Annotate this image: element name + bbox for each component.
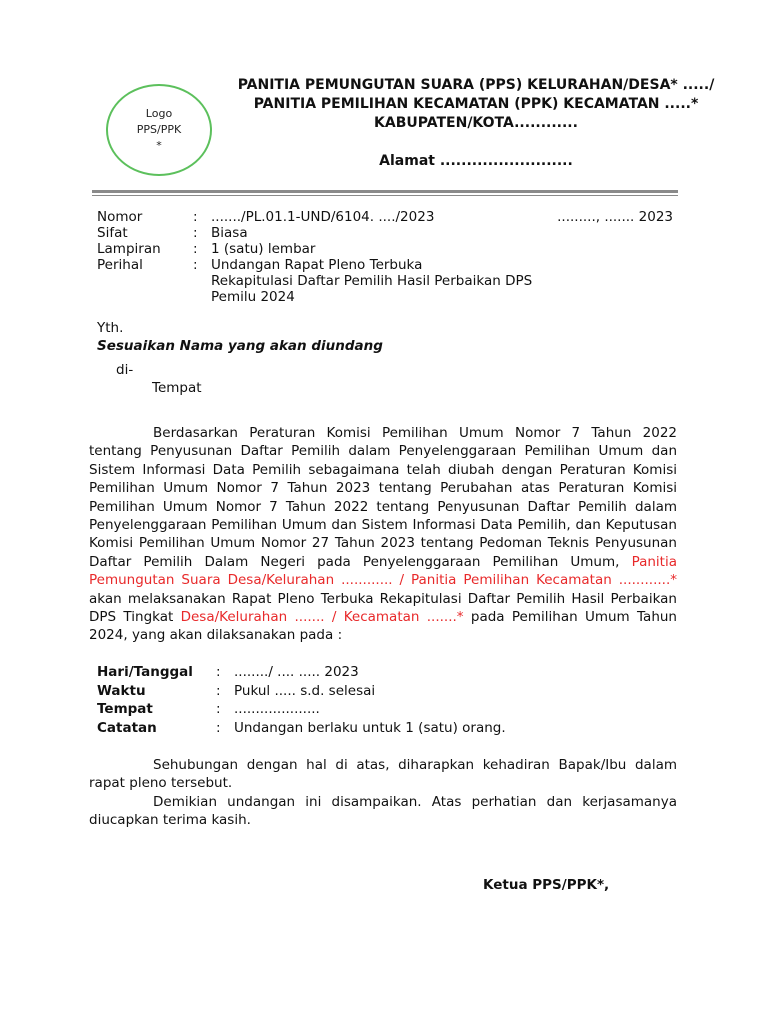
schedule-value: Pukul ..... s.d. selesai: [234, 682, 376, 699]
schedule-label: Catatan: [97, 719, 157, 736]
schedule-colon: :: [216, 664, 221, 680]
meta-label: Sifat: [97, 225, 128, 241]
schedule-label: Waktu: [97, 682, 146, 699]
meta-value: [211, 257, 697, 305]
schedule-label: Hari/Tanggal: [97, 664, 193, 680]
meta-value: Biasa: [211, 225, 248, 241]
logo-placeholder: [106, 84, 212, 176]
logo-text-line3: *: [156, 139, 162, 152]
recipient-salutation: Yth.: [97, 320, 124, 336]
schedule-block: [97, 663, 506, 737]
schedule-row-catatan: [97, 719, 506, 738]
meta-value: ......./PL.01.1-UND/6104. ..../2023: [211, 209, 435, 225]
letterhead-line2: PANITIA PEMILIHAN KECAMATAN (PPK) KECAMATAN .....*: [253, 96, 699, 112]
body-red-committee: Panitia Pemungutan Suara Desa/Kelurahan ............ / Panitia Pemilihan Kecamatan ............*: [89, 553, 677, 589]
meta-colon: :: [193, 209, 198, 225]
schedule-colon: :: [216, 701, 221, 717]
meta-label: Lampiran: [97, 241, 161, 257]
letter-meta: [97, 209, 697, 305]
meta-row-sifat: [97, 225, 697, 241]
signature-title: Ketua PPS/PPK*,: [483, 877, 610, 893]
meta-label: Nomor: [97, 209, 143, 225]
perihal-line2: Rekapitulasi Daftar Pemilih Hasil Perbaikan DPS: [211, 273, 533, 289]
schedule-value: ......../ .... ..... 2023: [234, 664, 359, 680]
letterhead: [226, 76, 726, 171]
letterhead-line3: KABUPATEN/KOTA............: [374, 115, 578, 131]
closing-para1: [89, 756, 677, 793]
closing-para2: [89, 793, 677, 830]
closing-paragraphs: [89, 756, 677, 830]
recipient-block: [97, 319, 383, 355]
perihal-line3: Pemilu 2024: [211, 289, 295, 305]
schedule-colon: :: [216, 682, 221, 699]
body-text-part2: akan melaksanakan Rapat Pleno Terbuka Rekapitulasi Daftar Pemilih Hasil Perbaikan DPS Tingkat: [89, 590, 677, 626]
body-red-level: Desa/Kelurahan ....... / Kecamatan .......*: [180, 609, 464, 626]
recipient-tempat: Tempat: [152, 380, 202, 396]
letterhead-rule-thick: [92, 190, 678, 193]
schedule-row-hari: [97, 663, 506, 682]
schedule-value: ....................: [234, 701, 320, 717]
logo-text-line1: Logo: [145, 107, 173, 120]
schedule-row-waktu: [97, 682, 506, 701]
logo-text-line2: PPS/PPK: [136, 123, 182, 136]
body-paragraph: [89, 424, 677, 645]
recipient-di: di-: [116, 362, 134, 378]
letterhead-rule-thin: [92, 195, 678, 196]
recipient-place: [116, 361, 202, 397]
meta-value: 1 (satu) lembar: [211, 241, 316, 257]
body-text-part1: Berdasarkan Peraturan Komisi Pemilihan Umum Nomor 7 Tahun 2022 tentang Penyusunan Daftar Pemilih dalam Penyelenggaraan Pemilihan Umum dan Sistem Informasi Data Pemilih sebagaimana telah diubah dengan Peraturan Komisi Pemilihan Umum Nomor 7 Tahun 2023 tentang Perubahan atas Peraturan Komisi Pemilihan Umum Nomor 7 Tahun 2022 tentang Penyusunan Daftar Pemilih dalam Penyelenggaraan Pemilihan Umum dan Sistem Informasi Data Pemilih, dan Keputusan Komisi Pemilihan Umum Nomor 27 Tahun 2023 tentang Pedoman Teknis Penyusunan Daftar Pemilih Dalam Negeri pada Penyelenggaraan Pemilihan Umum,: [89, 425, 677, 570]
meta-row-lampiran: [97, 241, 697, 257]
meta-colon: :: [193, 225, 198, 241]
letterhead-line1: PANITIA PEMUNGUTAN SUARA (PPS) KELURAHAN/DESA* ...../: [237, 77, 715, 93]
closing-para1-text: Sehubungan dengan hal di atas, diharapkan kehadiran Bapak/Ibu dalam rapat pleno tersebut.: [89, 757, 677, 792]
meta-colon: :: [193, 257, 198, 273]
closing-para2-text: Demikian undangan ini disampaikan. Atas perhatian dan kerjasamanya diucapkan terima kasih.: [89, 793, 677, 829]
schedule-row-tempat: [97, 700, 506, 719]
schedule-value: Undangan berlaku untuk 1 (satu) orang.: [234, 719, 506, 736]
recipient-name: Sesuaikan Nama yang akan diundang: [97, 338, 383, 354]
body-text-part3: pada Pemilihan Umum Tahun 2024, yang akan dilaksanakan pada :: [89, 609, 677, 644]
letterhead-address: Alamat .........................: [379, 153, 573, 169]
schedule-colon: :: [216, 719, 221, 736]
letter-date: ........., ....... 2023: [557, 209, 673, 225]
perihal-line1: Undangan Rapat Pleno Terbuka: [211, 257, 423, 273]
schedule-label: Tempat: [97, 701, 153, 717]
meta-label: Perihal: [97, 257, 143, 273]
meta-row-perihal: [97, 257, 697, 305]
meta-colon: :: [193, 241, 198, 257]
